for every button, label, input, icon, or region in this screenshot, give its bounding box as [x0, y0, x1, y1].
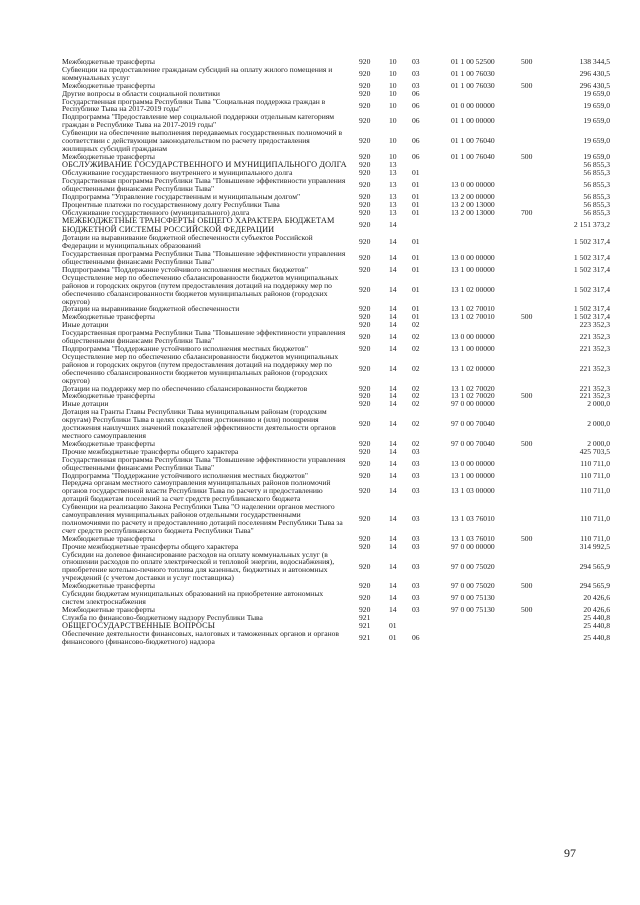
subsection-code: 02 [412, 320, 420, 330]
section-code: 14 [389, 284, 397, 294]
expense-type-code: 700 [521, 208, 533, 218]
amount: 56 855,3 [583, 160, 610, 170]
amount: 1 502 317,4 [573, 264, 610, 274]
amount: 1 502 317,4 [573, 253, 610, 263]
target-item-code: 13 1 02 70020 [451, 391, 495, 401]
table-row [0, 551, 640, 583]
section-code: 14 [389, 581, 397, 591]
section-code: 14 [389, 486, 397, 496]
amount: 1 502 317,4 [573, 304, 610, 314]
amount: 223 352,3 [579, 320, 610, 330]
subsection-code: 03 [412, 470, 420, 480]
section-code: 13 [389, 200, 397, 210]
subsection-code: 02 [412, 332, 420, 342]
row-name: Обслуживание государственного внутреннего и муниципального долга [62, 168, 293, 178]
subsection-code: 01 [412, 304, 420, 314]
section-code: 13 [389, 180, 397, 190]
subsection-code: 06 [412, 116, 420, 126]
amount: 19 659,0 [583, 116, 610, 126]
subsection-code: 03 [412, 533, 420, 543]
table-row [0, 250, 640, 266]
row-name: Субвенции на реализацию Закона Республики Тыва "О наделении органов местного самоуправления муниципальных районов отдельными государственными полномочиями по расчету и предоставлению дотаций поселениям Республики Тыва за счет средств республиканского бюджета Республики Тыва" [62, 502, 343, 535]
row-name: ОБСЛУЖИВАНИЕ ГОСУДАРСТВЕННОГО И МУНИЦИПАЛЬНОГО ДОЛГА [62, 159, 347, 169]
amount: 425 703,5 [579, 446, 610, 456]
subsection-code: 02 [412, 399, 420, 409]
target-item-code: 97 0 00 75020 [451, 581, 495, 591]
row-name: МЕЖБЮДЖЕТНЫЕ ТРАНСФЕРТЫ ОБЩЕГО ХАРАКТЕРА БЮДЖЕТАМ БЮДЖЕТНОЙ СИСТЕМЫ РОССИЙСКОЙ ФЕДЕРАЦИИ [62, 215, 335, 234]
row-name: Служба по финансово-бюджетному надзору Республики Тыва [62, 612, 263, 622]
amount: 221 352,3 [579, 344, 610, 354]
department-code: 920 [359, 208, 371, 218]
department-code: 920 [359, 304, 371, 314]
amount: 2 000,0 [587, 419, 610, 429]
subsection-code: 06 [412, 88, 420, 98]
amount: 56 855,3 [583, 200, 610, 210]
subsection-code: 03 [412, 80, 420, 90]
target-item-code: 01 0 00 00000 [451, 100, 495, 110]
table-row [0, 590, 640, 606]
row-name: Иные дотации [62, 399, 109, 409]
target-item-code: 13 1 03 76010 [451, 533, 495, 543]
row-name: Межбюджетные трансферты [62, 581, 155, 591]
row-name: Государственная программа Республики Тыва "Повышение эффективности управления общественными финансами Республики Тыва" [62, 176, 346, 194]
subsection-code: 01 [412, 208, 420, 218]
department-code: 920 [359, 438, 371, 448]
section-code: 14 [389, 533, 397, 543]
target-item-code: 13 1 02 00000 [451, 284, 495, 294]
subsection-code: 02 [412, 383, 420, 393]
subsection-code: 01 [412, 253, 420, 263]
row-name: Межбюджетные трансферты [62, 312, 155, 322]
section-code: 14 [389, 419, 397, 429]
section-code: 14 [389, 470, 397, 480]
row-name: Процентные платежи по государственному долгу Республики Тыва [62, 200, 280, 210]
amount: 296 430,5 [579, 80, 610, 90]
subsection-code: 06 [412, 633, 420, 643]
row-name: Прочие межбюджетные трансферты общего характера [62, 541, 239, 551]
department-code: 920 [359, 151, 371, 161]
subsection-code: 03 [412, 486, 420, 496]
row-name: Субсидии бюджетам муниципальных образований на приобретение автономных систем электроснабжения [62, 589, 324, 607]
department-code: 920 [359, 200, 371, 210]
row-name: Осуществление мер по обеспечению сбалансированности бюджетов муниципальных районов и городских округов (путем предоставления дотаций на поддержку мер по обеспечению сбалансированности бюджетов муниципальных районов (городских округов) [62, 272, 339, 306]
row-name: Подпрограмма "Поддержание устойчивого исполнения местных бюджетов" [62, 264, 308, 274]
amount: 294 565,9 [579, 561, 610, 571]
target-item-code: 13 1 02 70020 [451, 383, 495, 393]
subsection-code: 03 [412, 68, 420, 78]
amount: 19 659,0 [583, 151, 610, 161]
target-item-code: 13 0 00 00000 [451, 458, 495, 468]
amount: 110 711,0 [580, 514, 610, 524]
table-row [0, 353, 640, 385]
row-name: Государственная программа Республики Тыва "Повышение эффективности управления общественными финансами Республики Тыва" [62, 454, 346, 472]
section-code: 13 [389, 208, 397, 218]
section-code: 14 [389, 399, 397, 409]
row-name: Субсидии на долевое финансирование расходов на оплату коммунальных услуг (в отношении расходов по оплате электрической и тепловой энергии, водоснабжения), приобретение котельно-печного топлива для казенных, бюджетных и автономных учреждений (с учетом доставки и услуг поставщика) [62, 549, 335, 583]
row-name: Осуществление мер по обеспечению сбалансированности бюджетов муниципальных районов и городских округов (путем предоставления дотаций на поддержку мер по обеспечению сбалансированности бюджетов муниципальных районов (городских округов) [62, 351, 339, 385]
department-code: 920 [359, 541, 371, 551]
table-row [0, 456, 640, 472]
target-item-code: 97 0 00 00000 [451, 541, 495, 551]
amount: 56 855,3 [583, 180, 610, 190]
table-row [0, 234, 640, 250]
target-item-code: 01 1 00 76030 [451, 68, 495, 78]
subsection-code: 03 [412, 604, 420, 614]
amount: 56 855,3 [583, 208, 610, 218]
row-name: Подпрограмма "Управление государственным и муниципальным долгом" [62, 192, 301, 202]
target-item-code: 13 1 02 70010 [451, 304, 495, 314]
subsection-code: 03 [412, 561, 420, 571]
department-code: 920 [359, 80, 371, 90]
amount: 110 711,0 [580, 470, 610, 480]
section-code: 10 [389, 151, 397, 161]
subsection-code: 06 [412, 151, 420, 161]
amount: 25 440,8 [583, 612, 610, 622]
target-item-code: 97 0 00 00000 [451, 399, 495, 409]
department-code: 920 [359, 100, 371, 110]
amount: 25 440,8 [583, 633, 610, 643]
expense-type-code: 500 [521, 581, 533, 591]
target-item-code: 97 0 00 70040 [451, 438, 495, 448]
section-code: 14 [389, 541, 397, 551]
target-item-code: 01 1 00 76040 [451, 151, 495, 161]
row-name: Дотации на выравнивание бюджетной обеспеченности субъектов Российской Федерации и муниципальных образований [62, 233, 313, 251]
amount: 110 711,0 [580, 458, 610, 468]
amount: 221 352,3 [579, 383, 610, 393]
department-code: 920 [359, 604, 371, 614]
target-item-code: 13 1 00 00000 [451, 264, 495, 274]
row-name: Субвенции на предоставление гражданам субсидий на оплату жилого помещения и коммунальных услуг [62, 64, 333, 82]
amount: 56 855,3 [583, 192, 610, 202]
target-item-code: 13 1 03 00000 [451, 486, 495, 496]
section-code: 14 [389, 514, 397, 524]
row-name: Передача органам местного самоуправления муниципальных районов полномочий органов государственной власти Республики Тыва по расчету и предоставлению дотаций бюджетам поселений за счет средств республиканского бюджета [62, 478, 331, 504]
department-code: 920 [359, 253, 371, 263]
amount: 221 352,3 [579, 363, 610, 373]
row-name: Подпрограмма "Поддержание устойчивого исполнения местных бюджетов" [62, 470, 308, 480]
amount: 1 502 317,4 [573, 312, 610, 322]
department-code: 920 [359, 363, 371, 373]
amount: 1 502 317,4 [573, 237, 610, 247]
department-code: 920 [359, 57, 371, 66]
row-name: Дотация на Гранты Главы Республики Тыва муниципальным районам (городским округам) Республики Тыва в целях содействия достижению и (или) поощрения достижения наилучших значений показателей эффективности деятельности органов местного самоуправления [62, 407, 336, 440]
row-name: Обеспечение деятельности финансовых, налоговых и таможенных органов и органов финансового (финансово-бюджетного) надзора [62, 629, 340, 647]
row-name: Межбюджетные трансферты [62, 604, 155, 614]
subsection-code: 06 [412, 136, 420, 146]
amount: 110 711,0 [580, 486, 610, 496]
target-item-code: 13 1 03 76010 [451, 514, 495, 524]
department-code: 920 [359, 391, 371, 401]
section-code: 10 [389, 57, 397, 66]
department-code: 920 [359, 593, 371, 603]
subsection-code: 03 [412, 541, 420, 551]
row-name: Дотации на поддержку мер по обеспечению сбалансированности бюджетов [62, 383, 308, 393]
subsection-code: 03 [412, 593, 420, 603]
table-row [0, 177, 640, 193]
row-name: Подпрограмма "Поддержание устойчивого исполнения местных бюджетов" [62, 344, 308, 354]
department-code: 921 [359, 621, 371, 631]
subsection-code: 03 [412, 446, 420, 456]
section-code: 14 [389, 604, 397, 614]
section-code: 14 [389, 312, 397, 322]
row-name: Межбюджетные трансферты [62, 151, 155, 161]
row-name: ОБЩЕГОСУДАРСТВЕННЫЕ ВОПРОСЫ [62, 620, 216, 630]
row-name: Обслуживание государственного (муниципального) долга [62, 208, 250, 218]
department-code: 920 [359, 344, 371, 354]
table-row [0, 503, 640, 535]
target-item-code: 13 1 00 00000 [451, 470, 495, 480]
row-name: Дотации на выравнивание бюджетной обеспеченности [62, 304, 240, 314]
target-item-code: 01 1 00 52500 [451, 57, 495, 66]
section-code: 14 [389, 458, 397, 468]
department-code: 920 [359, 470, 371, 480]
table-row [0, 66, 640, 82]
section-code: 14 [389, 383, 397, 393]
amount: 2 151 373,2 [573, 220, 610, 230]
department-code: 920 [359, 561, 371, 571]
section-code: 10 [389, 80, 397, 90]
table-row [0, 408, 640, 440]
subsection-code: 02 [412, 438, 420, 448]
row-name: Иные дотации [62, 320, 109, 330]
amount: 56 855,3 [583, 168, 610, 178]
subsection-code: 06 [412, 100, 420, 110]
section-code: 14 [389, 304, 397, 314]
section-code: 13 [389, 192, 397, 202]
expense-type-code: 500 [521, 533, 533, 543]
amount: 314 992,5 [579, 541, 610, 551]
amount: 221 352,3 [579, 391, 610, 401]
subsection-code: 01 [412, 264, 420, 274]
department-code: 920 [359, 68, 371, 78]
section-code: 10 [389, 100, 397, 110]
department-code: 920 [359, 192, 371, 202]
row-name: Подпрограмма "Предоставление мер социальной поддержки отдельным категориям граждан в Республике Тыва на 2017-2019 годы" [62, 112, 335, 130]
row-name: Межбюджетные трансферты [62, 80, 155, 90]
amount: 25 440,8 [583, 621, 610, 631]
row-name: Прочие межбюджетные трансферты общего характера [62, 446, 239, 456]
department-code: 920 [359, 116, 371, 126]
target-item-code: 01 1 00 00000 [451, 116, 495, 126]
subsection-code: 03 [412, 581, 420, 591]
section-code: 13 [389, 160, 397, 170]
amount: 296 430,5 [579, 68, 610, 78]
subsection-code: 03 [412, 514, 420, 524]
department-code: 920 [359, 446, 371, 456]
expense-type-code: 500 [521, 151, 533, 161]
department-code: 920 [359, 312, 371, 322]
subsection-code: 03 [412, 458, 420, 468]
expense-type-code: 500 [521, 438, 533, 448]
subsection-code: 03 [412, 57, 420, 66]
target-item-code: 97 0 00 75130 [451, 604, 495, 614]
department-code: 920 [359, 486, 371, 496]
section-code: 10 [389, 88, 397, 98]
table-row [0, 217, 640, 234]
table-row [0, 274, 640, 306]
target-item-code: 97 0 00 75020 [451, 561, 495, 571]
department-code: 920 [359, 136, 371, 146]
section-code: 14 [389, 438, 397, 448]
department-code: 920 [359, 160, 371, 170]
department-code: 921 [359, 633, 371, 643]
section-code: 14 [389, 446, 397, 456]
amount: 20 426,6 [583, 593, 610, 603]
table-row [0, 479, 640, 503]
subsection-code: 02 [412, 391, 420, 401]
amount: 19 659,0 [583, 88, 610, 98]
department-code: 920 [359, 264, 371, 274]
department-code: 920 [359, 419, 371, 429]
department-code: 920 [359, 383, 371, 393]
department-code: 920 [359, 581, 371, 591]
department-code: 920 [359, 284, 371, 294]
subsection-code: 01 [412, 192, 420, 202]
target-item-code: 13 1 02 00000 [451, 363, 495, 373]
target-item-code: 13 2 00 00000 [451, 192, 495, 202]
section-code: 13 [389, 168, 397, 178]
section-code: 14 [389, 253, 397, 263]
section-code: 14 [389, 593, 397, 603]
department-code: 921 [359, 612, 371, 622]
target-item-code: 01 1 00 76030 [451, 80, 495, 90]
target-item-code: 97 0 00 70040 [451, 419, 495, 429]
section-code: 14 [389, 391, 397, 401]
table-row [0, 113, 640, 129]
row-name: Межбюджетные трансферты [62, 533, 155, 543]
row-name: Межбюджетные трансферты [62, 57, 155, 66]
target-item-code: 13 2 00 13000 [451, 200, 495, 210]
department-code: 920 [359, 180, 371, 190]
section-code: 14 [389, 561, 397, 571]
subsection-code: 01 [412, 200, 420, 210]
section-code: 10 [389, 116, 397, 126]
amount: 221 352,3 [579, 332, 610, 342]
target-item-code: 97 0 00 75130 [451, 593, 495, 603]
table-row [0, 129, 640, 153]
amount: 19 659,0 [583, 136, 610, 146]
row-name: Межбюджетные трансферты [62, 438, 155, 448]
subsection-code: 01 [412, 180, 420, 190]
expense-type-code: 500 [521, 80, 533, 90]
department-code: 920 [359, 88, 371, 98]
amount: 19 659,0 [583, 100, 610, 110]
department-code: 920 [359, 220, 371, 230]
department-code: 920 [359, 399, 371, 409]
amount: 2 000,0 [587, 399, 610, 409]
subsection-code: 01 [412, 284, 420, 294]
expense-type-code: 500 [521, 312, 533, 322]
subsection-code: 02 [412, 344, 420, 354]
row-name: Межбюджетные трансферты [62, 391, 155, 401]
amount: 20 426,6 [583, 604, 610, 614]
table-row [0, 630, 640, 646]
department-code: 920 [359, 237, 371, 247]
expense-type-code: 500 [521, 391, 533, 401]
target-item-code: 13 2 00 13000 [451, 208, 495, 218]
department-code: 920 [359, 458, 371, 468]
subsection-code: 01 [412, 312, 420, 322]
row-name: Государственная программа Республики Тыва "Повышение эффективности управления общественными финансами Республики Тыва" [62, 328, 346, 346]
department-code: 920 [359, 320, 371, 330]
table-row [0, 98, 640, 114]
section-code: 14 [389, 264, 397, 274]
row-name: Субвенции на обеспечение выполнения передаваемых государственных полномочий в соответствии с действующим законодательством по расчету предоставления жилищных субсидий гражданам [62, 128, 343, 153]
section-code: 01 [389, 633, 397, 643]
target-item-code: 13 0 00 00000 [451, 332, 495, 342]
subsection-code: 02 [412, 363, 420, 373]
subsection-code: 02 [412, 419, 420, 429]
row-name: Государственная программа Республики Тыва "Социальная поддержка граждан в Республике Тыва на 2017-2019 годы" [62, 96, 326, 114]
section-code: 14 [389, 332, 397, 342]
expense-type-code: 500 [521, 57, 533, 66]
expense-type-code: 500 [521, 604, 533, 614]
section-code: 14 [389, 237, 397, 247]
budget-table [0, 58, 640, 646]
section-code: 10 [389, 136, 397, 146]
section-code: 14 [389, 320, 397, 330]
row-name: Другие вопросы в области социальной политики [62, 88, 220, 98]
amount: 1 502 317,4 [573, 284, 610, 294]
department-code: 920 [359, 514, 371, 524]
target-item-code: 01 1 00 76040 [451, 136, 495, 146]
page-number: 97 [564, 846, 576, 860]
row-name: Государственная программа Республики Тыва "Повышение эффективности управления общественными финансами Республики Тыва" [62, 249, 346, 267]
amount: 2 000,0 [587, 438, 610, 448]
department-code: 920 [359, 332, 371, 342]
section-code: 01 [389, 621, 397, 631]
section-code: 14 [389, 363, 397, 373]
department-code: 920 [359, 168, 371, 178]
subsection-code: 01 [412, 168, 420, 178]
subsection-code: 01 [412, 237, 420, 247]
target-item-code: 13 1 02 70010 [451, 312, 495, 322]
amount: 110 711,0 [580, 533, 610, 543]
section-code: 14 [389, 344, 397, 354]
amount: 138 344,5 [579, 57, 610, 66]
section-code: 14 [389, 220, 397, 230]
target-item-code: 13 1 00 00000 [451, 344, 495, 354]
target-item-code: 13 0 00 00000 [451, 180, 495, 190]
target-item-code: 13 0 00 00000 [451, 253, 495, 263]
table-row [0, 329, 640, 345]
amount: 294 565,9 [579, 581, 610, 591]
department-code: 920 [359, 533, 371, 543]
section-code: 10 [389, 68, 397, 78]
